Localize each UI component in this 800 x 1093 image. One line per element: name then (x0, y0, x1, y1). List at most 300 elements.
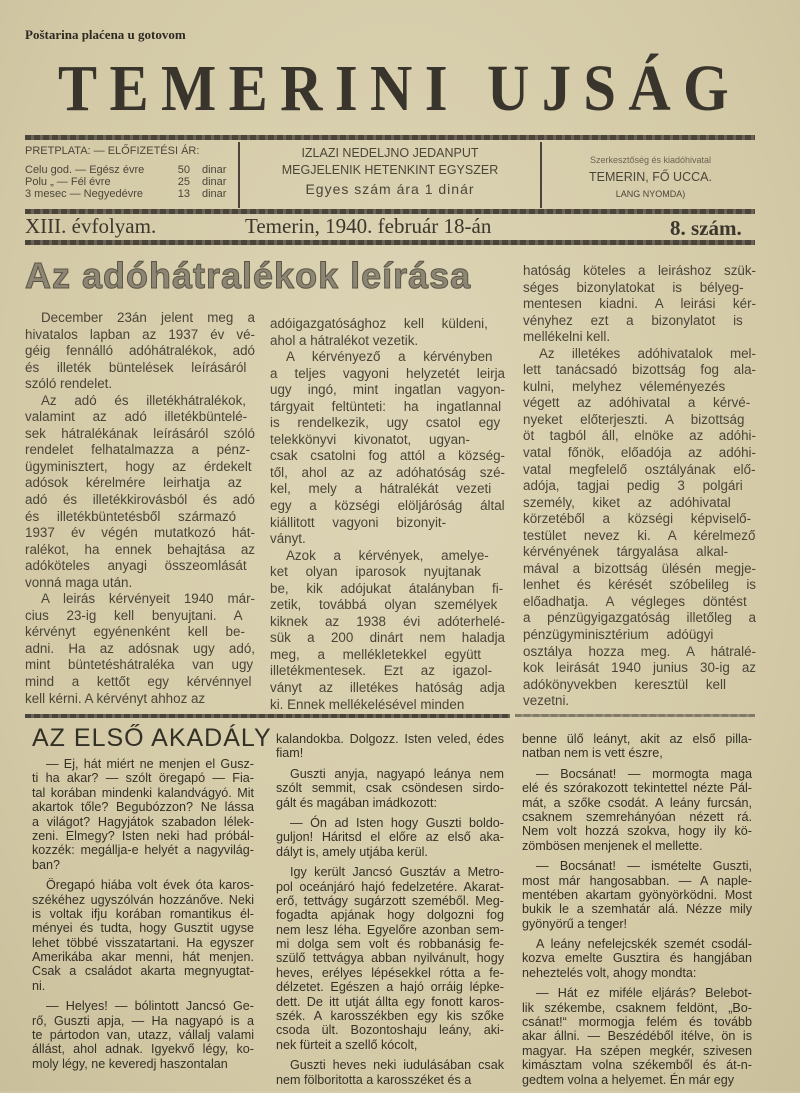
text-line (270, 481, 505, 498)
text-line-content: December 23án jelent meg a (41, 310, 255, 325)
text-line (32, 771, 254, 785)
text-line-content: Öregapó hiába volt évek óta karos- (46, 878, 254, 893)
paragraph (522, 937, 752, 980)
text-line-content: Guszti anyja, nagyapó leánya nem (290, 766, 504, 781)
text-line (522, 839, 752, 853)
text-line-content: öt tagból áll, elnöke az adóhi- (523, 428, 756, 444)
text-line-content: csaknem szemrehányóan nézett rá. (522, 809, 752, 824)
text-line (276, 781, 504, 795)
text-line (32, 815, 254, 829)
text-line-content: előadhatja. A végleges döntést (523, 593, 747, 609)
text-line (25, 327, 255, 344)
text-line-content: től, ahol az az adóhatóság szé- (270, 464, 505, 480)
divider (25, 240, 755, 245)
publication-frequency-serbian: IZLAZI NEDELJNO JEDANPUT (301, 146, 479, 160)
text-line (276, 966, 504, 980)
text-line (32, 800, 254, 814)
paragraph (32, 999, 254, 1071)
text-line (25, 426, 255, 443)
text-line (523, 660, 756, 677)
story-column-3 (522, 732, 752, 1093)
text-line-content: géig fennálló adóhátralékok, adó (25, 343, 255, 359)
text-line-content: ket olyan iparosok nyujtanak (270, 564, 481, 580)
text-line-content: kalandokba. Dolgozz. Isten veled, édes (276, 732, 504, 746)
text-line (32, 1057, 254, 1071)
text-line-content: mát, a szőke csodát. A leány furcsán, (522, 795, 752, 810)
text-line (276, 816, 504, 830)
text-line (276, 1009, 504, 1023)
text-line (276, 796, 504, 810)
text-line (523, 412, 756, 429)
text-line (523, 329, 756, 346)
text-line-content: adóköteles anyagi összeomlását (25, 558, 247, 574)
printer-name: LANG NYOMDA) (615, 189, 686, 199)
paragraph (522, 767, 752, 853)
text-line (25, 409, 255, 426)
text-line-content: egy a községi elöljáróság által (270, 498, 505, 514)
text-line-content: kiállitott vagyoni bizonyit- (270, 514, 447, 530)
text-line (523, 428, 756, 445)
text-line-content: pol oceánjáró hajó fedelzetére. Akarat- (276, 879, 504, 894)
text-line-content: kell kérni. A kérvényt ahhoz az (25, 690, 206, 706)
text-line (25, 509, 255, 526)
text-line-content: heves, erélyes lépésekkel rótta a fe- (276, 965, 504, 980)
text-line-content: mint büntetéshátraléka van ugy (25, 657, 254, 673)
text-line (270, 399, 505, 416)
masthead (58, 52, 748, 125)
text-line-content: ban? (32, 857, 61, 872)
text-line (270, 697, 505, 714)
text-line-content: állást, ahol adnak. Igyekvő légy, ko- (32, 1042, 254, 1057)
text-line (25, 691, 255, 708)
paragraph (32, 757, 254, 872)
article-headline-box (25, 255, 503, 297)
text-line-content: lik székembe, csaknem feldönt, „Bo- (522, 1000, 752, 1015)
text-line-content: nyeket előterjeszti. A bizottság (523, 411, 745, 427)
text-line (523, 280, 756, 297)
paragraph (25, 310, 255, 393)
text-line (522, 1029, 752, 1043)
text-line (523, 263, 756, 280)
text-line (523, 610, 756, 627)
text-line-content: is rendelkezik, ugy csatol egy (270, 415, 501, 431)
text-line-content: magyar. Ha szépen megkér, szivesen (522, 1043, 752, 1058)
text-line (25, 624, 255, 641)
text-line-content: mával a bizottság ülésén megje- (523, 560, 756, 576)
issue-price: Egyes szám ára 1 dinár (305, 181, 475, 197)
text-line (25, 360, 255, 377)
text-line (25, 674, 255, 691)
text-line-content: csoda ült. Bozontoshaju leány, aki- (276, 1023, 504, 1038)
text-line (276, 1058, 504, 1072)
text-line-content: ványt az illetékes hatóság adja (270, 680, 505, 696)
text-line (32, 921, 254, 935)
text-line-content: is voltak ifju korában romantikus él- (32, 906, 254, 921)
paragraph (276, 816, 504, 859)
text-line (523, 561, 756, 578)
paragraph (270, 349, 505, 548)
text-line-content: Az adó és illetékhátralékok, (41, 392, 247, 408)
text-line (522, 859, 752, 873)
text-line-content: mentesen kiadni. A leirási kér- (523, 296, 756, 312)
text-line (522, 796, 752, 810)
text-line-content: A leirás kérvényeit 1940 már- (41, 591, 255, 607)
text-line-content: dett. De itt utját állta egy fonott karos- (276, 994, 504, 1009)
text-line-content: Az illetékes adóhivatalok mel- (539, 345, 756, 361)
text-line (25, 393, 255, 410)
text-line-content: a pénzügyigazgatóság illetőleg a (523, 610, 756, 626)
text-line-content: ralékot, ha ennek behajtása az (25, 541, 255, 557)
text-line-content: Csak a családot akarta megnyugtat- (32, 964, 254, 979)
text-line-content: A kérvényező a kérvényben (286, 349, 493, 365)
text-line-content: erő, tettvágy sugárzott szeméből. Meg- (276, 893, 504, 908)
text-line-content: ahol a hátralékot vezetik. (270, 332, 419, 348)
subscription-currency: dinar (202, 164, 227, 176)
text-line-content: végett az adóhivatal a kérvé- (523, 395, 751, 411)
text-line (25, 525, 255, 542)
text-line (522, 951, 752, 965)
text-line-content: testület nevez ki. A kérelmező (523, 527, 756, 543)
text-line (522, 888, 752, 902)
text-line (522, 1015, 752, 1029)
text-line (523, 594, 756, 611)
text-line-content: ki. Ennek mellékelésével minden (270, 696, 465, 712)
text-line-content: kel, mely a hátralékát vezeti (270, 481, 492, 497)
text-line (276, 1038, 504, 1052)
text-line (522, 917, 752, 931)
volume: XIII. évfolyam. (25, 214, 157, 238)
text-line (276, 865, 504, 879)
text-line-content: adni. Ha az adósnak ugy adó, (25, 640, 255, 656)
text-line-content: natban nem is vett észre, (522, 746, 663, 761)
text-line-content: mind a kettőt egy kérvénnyel (25, 674, 252, 690)
text-line-content: dályt is, amely utjába kerül. (276, 844, 428, 859)
text-line (276, 951, 504, 965)
subscription-period: 3 mesec — Negyedévre (25, 189, 143, 200)
text-line (522, 1001, 752, 1015)
text-line (523, 445, 756, 462)
text-line-content: illetékmentesek. Ezt az igazol- (270, 663, 493, 679)
text-line-content: hatóság köteles a leiráshoz szük- (523, 263, 756, 278)
text-line (276, 880, 504, 894)
text-line-content: mentében akartam gyönyörködni. Most (522, 887, 752, 902)
text-line (270, 498, 505, 515)
text-line (522, 781, 752, 795)
text-line-content: személy, kiket az adóhivatal (523, 494, 731, 510)
text-line (25, 459, 255, 476)
postage-notice: Poštarina plaćena u gotovom (25, 27, 186, 42)
text-line (270, 349, 505, 366)
text-line (276, 894, 504, 908)
text-line-content: most már hangosabban. — A naple- (522, 873, 752, 888)
text-line-content: mellékelni kell. (523, 329, 611, 345)
subscription-row (25, 177, 230, 188)
text-line-content: ti ha akar? — szólt öregapó — Fia- (32, 771, 254, 786)
text-line-content: adóigazgatósághoz kell küldeni, (270, 316, 488, 331)
divider (515, 714, 755, 717)
text-line-content: vényhez ezt a bizonylatot is (523, 312, 743, 328)
text-line (32, 950, 254, 964)
text-line-content: — Bocsánat! — ismételte Guszti, (536, 859, 752, 874)
text-line (25, 492, 255, 509)
text-line-content: vonná maga után. (25, 574, 133, 590)
text-line-content: körzetéből a községi képviselő- (523, 511, 752, 527)
text-line-content: benne ülő leányt, akit az első pilla- (522, 732, 752, 746)
article-column-1 (25, 310, 255, 707)
paragraph (276, 767, 504, 810)
text-line (523, 346, 756, 363)
text-line (276, 980, 504, 994)
text-line (270, 663, 505, 680)
office-address: TEMERIN, FŐ UCCA. (589, 170, 712, 184)
text-line-content: kimásztam volna székemből és át-n- (522, 1058, 752, 1073)
text-line (32, 1042, 254, 1056)
text-line-content: ugy ingó, mint ingatlan vagyon- (270, 382, 505, 398)
text-line-content: kulni, melyhez véleményezés (523, 378, 726, 394)
text-line-content: ügyminisztert, hogy az érdekelt (25, 458, 252, 474)
text-line (522, 966, 752, 980)
text-line (523, 379, 756, 396)
text-line (276, 1073, 504, 1087)
text-line-content: szólt semmit, csak csöndesen sirdo- (276, 781, 504, 796)
text-line (25, 657, 255, 674)
text-line-content: zetik, továbbá olyan személyek (270, 597, 498, 613)
text-line-content: kiknek az 1938 évi adóterhelé- (270, 613, 505, 629)
paragraph (276, 865, 504, 1052)
text-line-content: — Bocsánat! — mormogta maga (536, 766, 752, 781)
text-line (523, 627, 756, 644)
article-column-2 (270, 316, 505, 713)
text-line-content: adója, tagjai pedig 3 polgári (523, 478, 743, 494)
divider (25, 714, 510, 718)
text-line-content: lenhet és kérését szóbelileg is (523, 577, 756, 593)
text-line-content: ni. (32, 978, 46, 993)
text-line-content: lett tanácsadó bizottság fog ala- (523, 362, 756, 378)
text-line (25, 575, 255, 592)
story-headline: AZ ELSŐ AKADÁLY (32, 724, 272, 752)
paragraph (522, 986, 752, 1087)
subscription-currency: dinar (202, 188, 227, 200)
subscription-period: Polu „ — Fél évre (25, 177, 111, 188)
text-line-content: lehet többé visszatartani. Ha egyszer (32, 935, 254, 950)
text-line-content: kérvényének tárgyalása alkal- (523, 544, 729, 560)
text-line (270, 415, 505, 432)
text-line (276, 1023, 504, 1037)
text-line (32, 829, 254, 843)
text-line-content: valamint az adó illetékbüntelé- (25, 409, 248, 425)
text-line (522, 1058, 752, 1072)
text-line-content: kozzék: megállja-e helyét a nagyvilág- (32, 843, 254, 858)
text-line-content: és illetékbüntetésből származó (25, 508, 237, 524)
paragraph (32, 878, 254, 993)
text-line (522, 937, 752, 951)
text-line (522, 1073, 752, 1087)
publication-frequency-hungarian: MEGJELENIK HETENKINT EGYSZER (281, 163, 499, 177)
story-column-2 (276, 732, 504, 1093)
text-line-content: szóló rendelet. (25, 376, 113, 392)
text-line-content: vezetni. (523, 693, 570, 709)
subscription-price: 50 (177, 164, 190, 176)
subscription-box (25, 146, 230, 201)
paragraph (523, 263, 756, 346)
text-line (522, 767, 752, 781)
article-column-3 (523, 263, 756, 710)
text-line-content: Guszti heves neki iudulásában csak (290, 1058, 504, 1073)
text-line (25, 343, 255, 360)
text-line (270, 630, 505, 647)
paragraph (270, 316, 505, 349)
text-line-content: Igy került Jancsó Gusztáv a Metro- (290, 865, 504, 880)
article-headline: Az adóhátralékok leírása (25, 255, 472, 296)
text-line (270, 316, 505, 333)
text-line (523, 296, 756, 313)
subscription-period: Celu god. — Egész évre (25, 165, 145, 176)
text-line (32, 893, 254, 907)
text-line-content: szék. A karosszékben egy kis szőke (276, 1009, 504, 1024)
text-line (523, 544, 756, 561)
text-line-content: adókönyvekben keresztül kell (523, 676, 726, 692)
text-line (270, 465, 505, 482)
text-line (276, 746, 504, 760)
text-line-content: csak csatolni fog attól a község- (270, 448, 505, 464)
text-line-content: ványt. (270, 531, 306, 547)
subscription-row (25, 165, 230, 176)
text-line-content: kozva emelte Gusztira és hangjában (522, 951, 752, 966)
text-line-content: A leány nefelejcskék szemét csodál- (536, 937, 752, 952)
subscription-price: 25 (177, 176, 190, 188)
text-line (276, 937, 504, 951)
text-line-content: be, kik adójukat átalányban fi- (270, 580, 504, 596)
text-line-content: székéhez ugyszólván hozzánőve. Neki (32, 892, 254, 907)
text-line (270, 597, 505, 614)
text-line-content: akartok tőle? Begubózzon? Ne lássa (32, 800, 254, 815)
text-line (32, 936, 254, 950)
text-line-content: te pártodon van, utazz, vállalj valami (32, 1028, 254, 1043)
text-line (25, 376, 255, 393)
text-line (523, 511, 756, 528)
office-box (548, 155, 753, 200)
text-line-content: szülő tettvágya abban nyilvánult, hogy (276, 951, 504, 966)
text-line-content: osztálya hozza meg. A hátralé- (523, 643, 756, 659)
text-line-content: rő, Guszti apja, — Ha nagyapó is a (32, 1013, 254, 1028)
subscription-currency: dinar (202, 176, 227, 188)
text-line-content: rendelet felhatalmazza a pénz- (25, 442, 251, 458)
text-line-content: cius 23-ig kell benyujtani. A (25, 607, 243, 623)
text-line-content: elé és szórakozott tekintettel nézte Pál- (522, 781, 752, 796)
text-line-content: a világot? Hagyjátok szabadon lélek- (32, 814, 254, 829)
text-line-content: — Hát ez miféle eljárás? Belebot- (536, 986, 752, 1001)
text-line-content: nem fölboritotta a karosszéket és a (276, 1072, 472, 1087)
text-line-content: sük a 200 dinárt nem haladja (270, 630, 505, 646)
text-line (25, 442, 255, 459)
text-line-content: vatal megfelelő osztályának elő- (523, 461, 756, 477)
text-line (270, 333, 505, 350)
text-line (32, 999, 254, 1013)
text-line (270, 581, 505, 598)
divider (540, 142, 542, 208)
text-line (270, 680, 505, 697)
text-line (32, 843, 254, 857)
text-line (523, 693, 756, 710)
text-line (522, 732, 752, 746)
text-line-content: kérvényt egyénenként kell be- (25, 624, 245, 640)
text-line (522, 746, 752, 760)
text-line (270, 614, 505, 631)
text-line (523, 495, 756, 512)
issue-date: Temerin, 1940. február 18-án (245, 214, 492, 238)
text-line (25, 608, 255, 625)
text-line (523, 395, 756, 412)
paragraph (522, 732, 752, 761)
divider (25, 135, 755, 140)
text-line (270, 448, 505, 465)
text-line-content: moly légy, ne keveredj haszontalan (32, 1056, 228, 1071)
text-line (276, 830, 504, 844)
text-line-content: telekkönyvi kivonatot, ugyan- (270, 431, 470, 447)
text-line (270, 564, 505, 581)
text-line (522, 874, 752, 888)
text-line-content: Nem volt hozzá szokva, hogy ily kö- (522, 824, 752, 839)
text-line (270, 432, 505, 449)
text-line-content: gált és magában imádkozott: (276, 795, 438, 810)
text-line-content: hivatalos lapban az 1937 év vé- (25, 326, 255, 342)
text-line-content: adó és illetékkirovásból és adó (25, 492, 255, 508)
text-line (32, 858, 254, 872)
paragraph (276, 732, 504, 761)
text-line (32, 1014, 254, 1028)
text-line-content: tal korában mindenki kalandvágyó. Mit (32, 785, 254, 800)
text-line (523, 478, 756, 495)
text-line-content: gedtem volna a helyemet. Én már egy (522, 1072, 735, 1087)
text-line (270, 647, 505, 664)
text-line-content: csánat!“ mormogja felém és tovább (522, 1015, 752, 1030)
text-line (522, 810, 752, 824)
text-line (276, 908, 504, 922)
text-line-content: tárgyait feltünteti: ha ingatlannal (270, 398, 502, 414)
text-line (522, 1044, 752, 1058)
text-line-content: nek fürteit a szellő kócolt, (276, 1037, 418, 1052)
text-line (32, 878, 254, 892)
paragraph (270, 548, 505, 713)
text-line (25, 641, 255, 658)
text-line (270, 366, 505, 383)
paragraph (25, 591, 255, 707)
text-line (523, 644, 756, 661)
subscription-title: PRETPLATA: — ELŐFIZETÉSI ÁR: (25, 145, 200, 157)
text-line-content: — Ej, hát miért ne menjen el Gusz- (46, 757, 254, 771)
text-line-content: nem lesz léha. Egyelőre azonban sem- (276, 922, 504, 937)
office-label: Szerkesztőség és kiadóhivatal (589, 155, 712, 165)
text-line (276, 845, 504, 859)
text-line-content: ményei és tudta, hogy Gusztit ugyse (32, 921, 254, 936)
text-line (276, 995, 504, 1009)
text-line-content: akar állni. — Beszédéből itélve, ön is (522, 1029, 752, 1044)
text-line (32, 907, 254, 921)
text-line-content: sek hátralékának leírásáról szóló (25, 425, 255, 441)
text-line (523, 528, 756, 545)
text-line (25, 310, 255, 327)
text-line (32, 757, 254, 771)
text-line (276, 767, 504, 781)
paragraph (522, 859, 752, 931)
text-line-content: Amerikába akar menni, hát menjen. (32, 950, 254, 965)
text-line (270, 531, 505, 548)
text-line (32, 964, 254, 978)
text-line (522, 986, 752, 1000)
subscription-row (25, 189, 230, 200)
issue-number: 8. szám. (670, 216, 742, 240)
subscription-price: 13 (177, 188, 190, 200)
